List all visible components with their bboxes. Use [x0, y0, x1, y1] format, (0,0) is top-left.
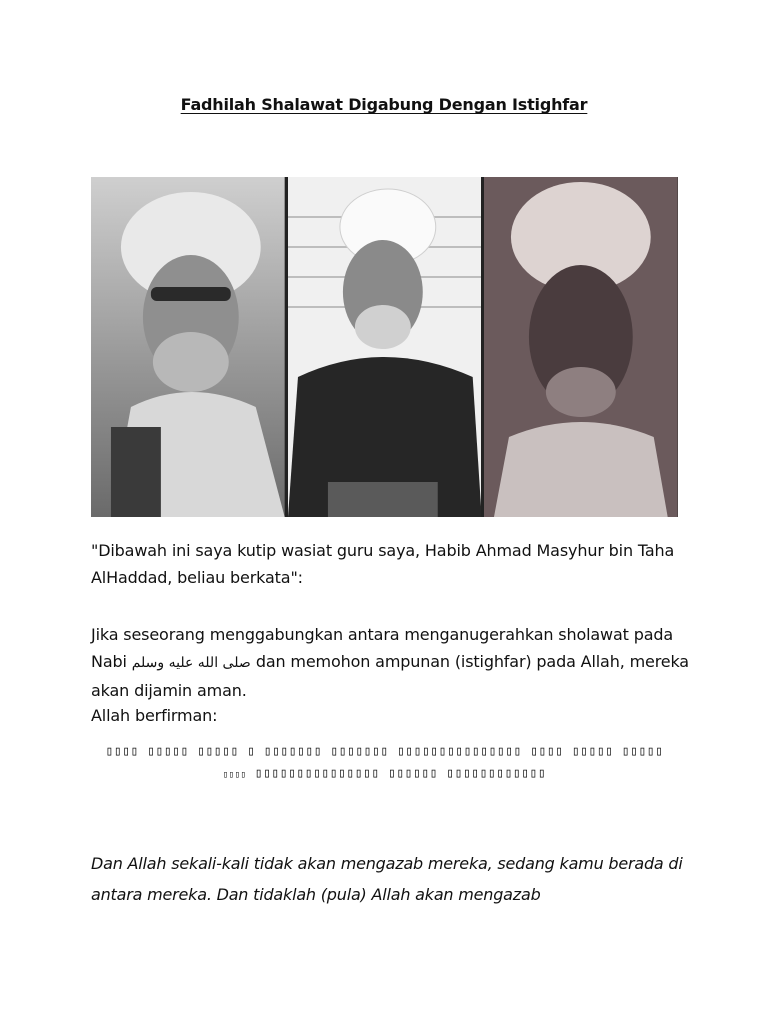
verse-translation: Dan Allah sekali-kali tidak akan mengazab mereka, sedang kamu berada di antara mereka. Dan tidaklah (pula) Allah akan mengazab: [91, 854, 683, 904]
quran-verse: [91, 741, 678, 786]
verse-line-1: ▯▯▯▯▯ ▯▯▯▯▯ ▯▯▯▯ ▯▯▯▯▯▯▯▯▯▯▯▯▯▯▯ ▯▯▯▯▯▯▯ ▯▯▯▯▯▯▯ ▯ ▯▯▯▯▯ ▯▯▯▯▯ ▯▯▯▯: [105, 744, 664, 759]
verse-line-2: [91, 763, 678, 786]
document-title: Fadhilah Shalawat Digabung Dengan Istighfar: [180, 95, 588, 114]
paragraph-text-start: Jika seseorang menggabungkan antara menganugerahkan sholawat pada Nabi: [91, 625, 674, 671]
arabic-salutation: صلى الله عليه وسلم: [131, 655, 251, 671]
portraits-image: [91, 177, 678, 517]
verse-marker: ▯▯▯▯: [222, 770, 247, 780]
portrait-middle-photo: [288, 177, 482, 517]
shalawat-paragraph: [91, 621, 691, 704]
portrait-left-photo: [91, 177, 285, 517]
intro-quote: "Dibawah ini saya kutip wasiat guru saya, Habib Ahmad Masyhur bin Taha AlHaddad, beliau berkata":: [91, 541, 675, 587]
verse-line-2-text: ▯▯▯▯▯▯▯▯▯▯▯▯ ▯▯▯▯▯▯ ▯▯▯▯▯▯▯▯▯▯▯▯▯▯▯: [254, 766, 547, 781]
portrait-right-photo: [484, 177, 678, 517]
paragraph-text-end: dan memohon ampunan (istighfar) pada Allah, mereka akan dijamin aman.: [91, 652, 689, 700]
allah-berfirman-label: Allah berfirman:: [91, 706, 218, 725]
